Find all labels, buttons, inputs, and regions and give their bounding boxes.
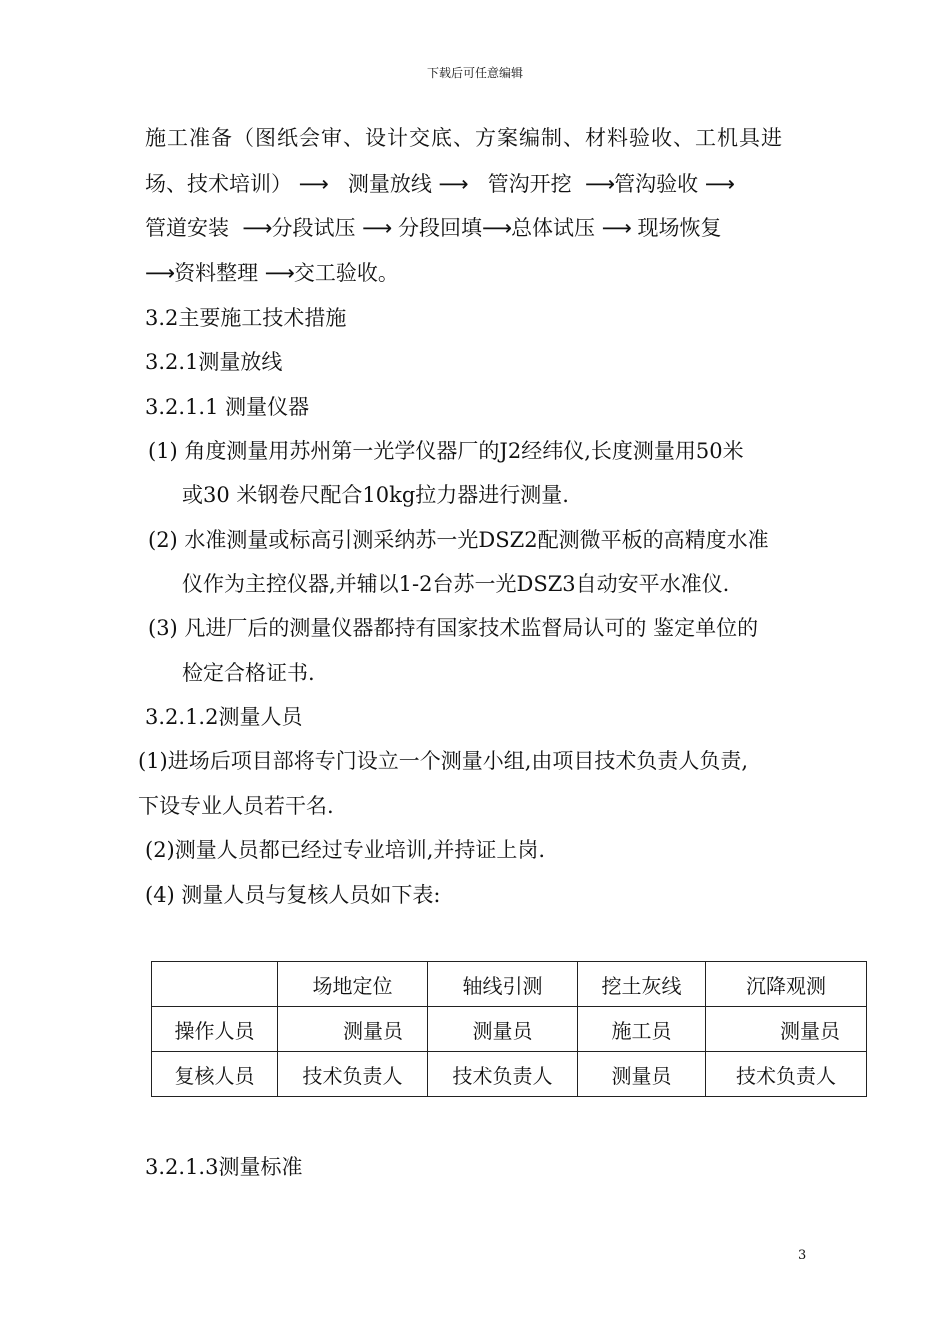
table-cell: 技术负责人 (428, 1052, 578, 1097)
paragraph-line: (2) 水准测量或标高引测采纳苏一光DSZ2配测微平板的高精度水准 (148, 528, 769, 552)
paragraph-line: 仪作为主控仪器,并辅以1-2台苏一光DSZ3自动安平水准仪. (182, 572, 730, 596)
arrow-icon: ⟶ (704, 172, 734, 196)
section-heading-3-2-1-3: 3.2.1.3测量标准 (145, 1155, 303, 1179)
table-cell (152, 962, 278, 1007)
arrow-icon: ⟶ (362, 216, 392, 240)
paragraph-line: (1)进场后项目部将专门设立一个测量小组,由项目技术负责人负责, (138, 749, 749, 773)
table-header-cell: 轴线引测 (428, 962, 578, 1007)
flow-line-3 (145, 214, 722, 242)
table-header-cell: 场地定位 (278, 962, 428, 1007)
arrow-icon: ⟶ (438, 172, 468, 196)
paragraph-line: (3) 凡进厂后的测量仪器都持有国家技术监督局认可的 鉴定单位的 (148, 616, 759, 640)
section-heading-3-2-1-2: 3.2.1.2测量人员 (145, 705, 303, 729)
table-row-label: 复核人员 (152, 1052, 278, 1097)
table-cell: 测量员 (706, 1007, 867, 1052)
flow-step: 测量放线 (347, 172, 432, 196)
flow-step: 管沟开挖 (487, 172, 572, 196)
flow-step: 管沟验收 (614, 172, 699, 196)
table-cell: 测量员 (428, 1007, 578, 1052)
paragraph-line: (4) 测量人员与复核人员如下表: (145, 883, 441, 907)
flow-line-4 (145, 259, 399, 287)
table-row (152, 1007, 867, 1052)
table-cell: 测量员 (278, 1007, 428, 1052)
flow-step: 现场恢复 (637, 216, 722, 240)
table-cell: 测量员 (578, 1052, 706, 1097)
arrow-icon: ⟶ (481, 216, 512, 240)
flow-step: 分段回填 (397, 216, 482, 240)
flow-text: 施工准备（图纸会审、设计交底、方案编制、材料验收、工机具进 (145, 126, 783, 150)
arrow-icon: ⟶ (298, 172, 328, 196)
table-cell: 技术负责人 (706, 1052, 867, 1097)
flow-step: 分段试压 (271, 216, 356, 240)
flow-line-1 (145, 124, 783, 152)
arrow-icon: ⟶ (585, 172, 615, 196)
flow-step: 管道安装 (145, 216, 229, 240)
page-number: 3 (798, 1248, 807, 1263)
page-header: 下载后可任意编辑 (426, 66, 523, 80)
flow-step: 资料整理 (174, 261, 259, 285)
table-cell: 技术负责人 (278, 1052, 428, 1097)
flow-step: 总体试压 (511, 216, 596, 240)
section-heading-3-2-1-1: 3.2.1.1 测量仪器 (145, 395, 310, 419)
flow-line-2 (145, 170, 734, 198)
table-header-row (152, 962, 867, 1007)
table-row-label: 操作人员 (152, 1007, 278, 1052)
flow-step: 场、技术培训） (145, 172, 292, 196)
paragraph-line: (1) 角度测量用苏州第一光学仪器厂的J2经纬仪,长度测量用50米 (148, 439, 744, 463)
measurement-staff-table (151, 961, 867, 1097)
flow-step: 交工验收。 (293, 261, 399, 285)
arrow-icon: ⟶ (242, 216, 272, 240)
paragraph-line: 下设专业人员若干名. (138, 794, 334, 818)
table-cell: 施工员 (578, 1007, 706, 1052)
arrow-icon: ⟶ (264, 261, 294, 285)
arrow-icon: ⟶ (145, 261, 175, 285)
paragraph-line: (2)测量人员都已经过专业培训,并持证上岗. (145, 838, 546, 862)
paragraph-line: 检定合格证书. (182, 661, 315, 685)
table-header-cell: 挖土灰线 (578, 962, 706, 1007)
table-header-cell: 沉降观测 (706, 962, 867, 1007)
section-heading-3-2-1: 3.2.1测量放线 (145, 350, 283, 374)
paragraph-line: 或30 米钢卷尺配合10kg拉力器进行测量. (182, 483, 569, 507)
section-heading-3-2: 3.2主要施工技术措施 (145, 306, 347, 330)
table-row (152, 1052, 867, 1097)
arrow-icon: ⟶ (601, 216, 631, 240)
